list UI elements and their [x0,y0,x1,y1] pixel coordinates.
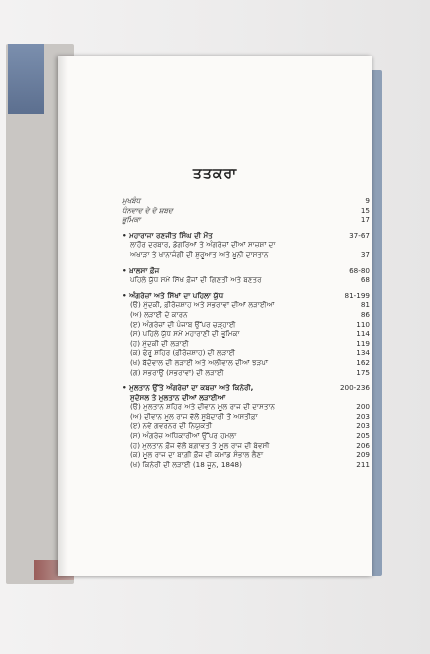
section-title-line2: ਸੁਦੋਸਲ ਤੇ ਮੁਲਤਾਨ ਦੀਆਂ ਲੜਾਈਆਂ [130,392,226,402]
left-cover-corner [8,44,44,114]
toc-entry [122,368,370,378]
toc-entry-label: (ੲ) ਨਵੇਂ ਗਵਰਨਰ ਦੀ ਨਿਯੁਕਤੀ [130,421,213,431]
toc-entry-page: 209 [356,450,370,460]
page-gutter-shadow [58,56,68,576]
toc-entry-page: 81 [360,300,370,310]
section-range: 81-199 [344,290,370,300]
toc-entry-page: 211 [356,459,370,469]
toc-title: ਤਤਕਰਾ [192,166,238,182]
toc-section-heading [122,383,370,393]
section-title: • ਮਹਾਰਾਜਾ ਰਣਜੀਤ ਸਿੰਘ ਦੀ ਮੌਤ [122,230,213,240]
toc-entry-label: (ੲ) ਅੰਗਰੇਜ਼ਾਂ ਦੀ ਪੰਜਾਬ ਉੱਪਰ ਚੜ੍ਹਾਈ [130,319,236,329]
toc-entry [122,320,370,330]
toc-entry [122,441,370,451]
toc-entry-label: ਲਾਹੌਰ ਦਰਬਾਰ, ਡੋਗਰਿਆਂ ਤੇ ਅੰਗਰੇਜ਼ਾਂ ਦੀਆਂ ਸਾਜ਼ਸ਼ਾਂ ਦਾ [130,240,276,250]
toc-entry [122,450,370,460]
toc-entry-page: 114 [356,329,370,339]
toc-entry-page: 203 [356,411,370,421]
toc-entry-page: 206 [356,440,370,450]
toc-entry-label: (ਹ) ਮੁੱਦਕੀ ਦੀ ਲੜਾਈ [130,338,189,348]
toc-entry-label: ਮੁਖਬੰਧ [122,196,141,205]
toc-entry-label: (ਕ) ਫੇਰੂ ਸ਼ਹਿਰ (ਫ਼ੀਰੋਜ਼ਸ਼ਾਹ) ਦੀ ਲੜਾਈ [130,348,236,358]
toc-entry-page: 134 [356,348,370,358]
toc-entry [122,206,370,216]
toc-entry-label: (ੳ) ਮੁੱਦਕੀ, ਫ਼ੀਰੋਜ਼ਸ਼ਾਹ ਅਤੇ ਸਭਰਾਵਾਂ ਦੀਆਂ ਲੜਾਈਆਂ [130,300,275,310]
toc-entry [122,402,370,412]
toc-entry [122,460,370,470]
toc-entry [122,275,370,285]
toc-entry [122,215,370,225]
toc-entry-page: 162 [356,357,370,367]
toc-section-heading-cont [122,393,370,403]
toc-entry-page: 15 [360,205,370,215]
toc-entry [122,250,370,260]
toc-entry-label: (ਖ) ਬੱਦੋਵਾਲ ਦੀ ਲੜਾਈ ਅਤੇ ਅਲੀਵਾਲ ਦੀਆਂ ਝੜਪਾਂ [130,357,269,367]
table-of-contents [122,196,370,469]
section-range: 37-67 [349,230,370,240]
toc-entry [122,348,370,358]
toc-entry [122,310,370,320]
toc-entry [122,412,370,422]
toc-entry-label: ਧੰਨਵਾਦ ਦੇ ਦੋ ਸ਼ਬਦ [122,205,173,215]
toc-entry-label: ਪਹਿਲੇ ਯੁੱਧ ਸਮੇਂ ਸਿੱਖ ਫ਼ੌਜਾਂ ਦੀ ਗਿਣਤੀ ਅਤੇ ਬਣਤਰ [130,275,262,285]
toc-entry [122,421,370,431]
toc-entry [122,300,370,310]
toc-entry-page: 205 [356,431,370,441]
toc-entry [122,431,370,441]
section-title: • ਮੁਲਤਾਨ ਉੱਤੇ ਅੰਗਰੇਜ਼ਾਂ ਦਾ ਕਬਜ਼ਾ ਅਤੇ ਕਿਨੇਰੀ, [122,383,254,393]
section-title: • ਖ਼ਾਲਸਾ ਫ਼ੌਜ [122,265,160,275]
toc-entry-label: (ਸ) ਪਹਿਲੇ ਯੁੱਧ ਸਮੇਂ ਮਹਾਰਾਣੀ ਦੀ ਭੂਮਿਕਾ [130,329,240,339]
toc-entry [122,240,370,250]
toc-entry-page: 86 [360,309,370,319]
toc-entry-label: (ਗ) ਸਭਰਾਉਂ (ਸਭਰਾਵਾਂ) ਦੀ ਲੜਾਈ [130,367,224,377]
toc-entry [122,196,370,206]
toc-entry [122,358,370,368]
toc-entry-page: 200 [356,402,370,412]
toc-entry-page: 203 [356,421,370,431]
toc-entry-label: (ਅ) ਲੜਾਈ ਦੇ ਕਾਰਨ [130,309,188,319]
toc-entry [122,329,370,339]
toc-entry-label: (ੳ) ਮੁਲਤਾਨ ਸ਼ਹਿਰ ਅਤੇ ਦੀਵਾਨ ਮੂਲ ਰਾਜ ਦੀ ਦਾਸਤਾਨ [130,402,276,412]
toc-entry-page: 68 [360,275,370,285]
toc-entry-label: (ਸ) ਅੰਗਰੇਜ਼ ਅਧਿਕਾਰੀਆਂ ਉੱਪਰ ਹਮਲਾ [130,431,237,441]
toc-entry [122,339,370,349]
toc-entry-page: 17 [360,215,370,225]
toc-entry-label: (ਹ) ਮੁਲਤਾਨ ਫ਼ੌਜ ਵੱਲੋਂ ਬਗ਼ਾਵਤ ਤੇ ਮੂਲ ਰਾਜ ਦੀ ਬੇਵਸੀ [130,440,270,450]
toc-section-heading [122,231,370,241]
toc-entry-label: ਭੂਮਿਕਾ [122,215,141,225]
toc-entry-page: 119 [356,338,370,348]
toc-entry-page: 175 [356,367,370,377]
toc-entry-label: ਅਖਾੜਾ ਤੇ ਖਾਨਾਜੰਗੀ ਦੀ ਸ਼ੁਰੂਆਤ ਅਤੇ ਖ਼ੂਨੀ ਦਾਸਤਾਨ [130,249,269,259]
toc-entry-label: (ਖ) ਕਿਨੇਰੀ ਦੀ ਲੜਾਈ (18 ਜੂਨ, 1848) [130,459,242,469]
toc-entry-page: 37 [360,249,370,259]
toc-section-heading [122,291,370,301]
section-range: 68-80 [349,265,370,275]
toc-section-heading [122,266,370,276]
toc-entry-page: 9 [365,196,370,205]
section-title: • ਅੰਗਰੇਜ਼ਾਂ ਅਤੇ ਸਿੱਖਾਂ ਦਾ ਪਹਿਲਾ ਯੁੱਧ [122,290,224,300]
book-page [58,56,372,576]
toc-entry-label: (ਅ) ਦੀਵਾਨ ਮੂਲ ਰਾਜ ਵੱਲੋਂ ਸੂਬੇਦਾਰੀ ਤੋਂ ਅਸਤੀਫ਼ਾ [130,411,258,421]
toc-entry-label: (ਕ) ਮੂਲ ਰਾਜ ਦਾ ਬਾਗ਼ੀ ਫ਼ੌਜ ਦੀ ਕਮਾਂਡ ਸੰਭਾਲ ਲੈਣਾ [130,450,264,460]
section-range: 200-236 [339,383,370,393]
toc-entry-page: 110 [356,319,370,329]
